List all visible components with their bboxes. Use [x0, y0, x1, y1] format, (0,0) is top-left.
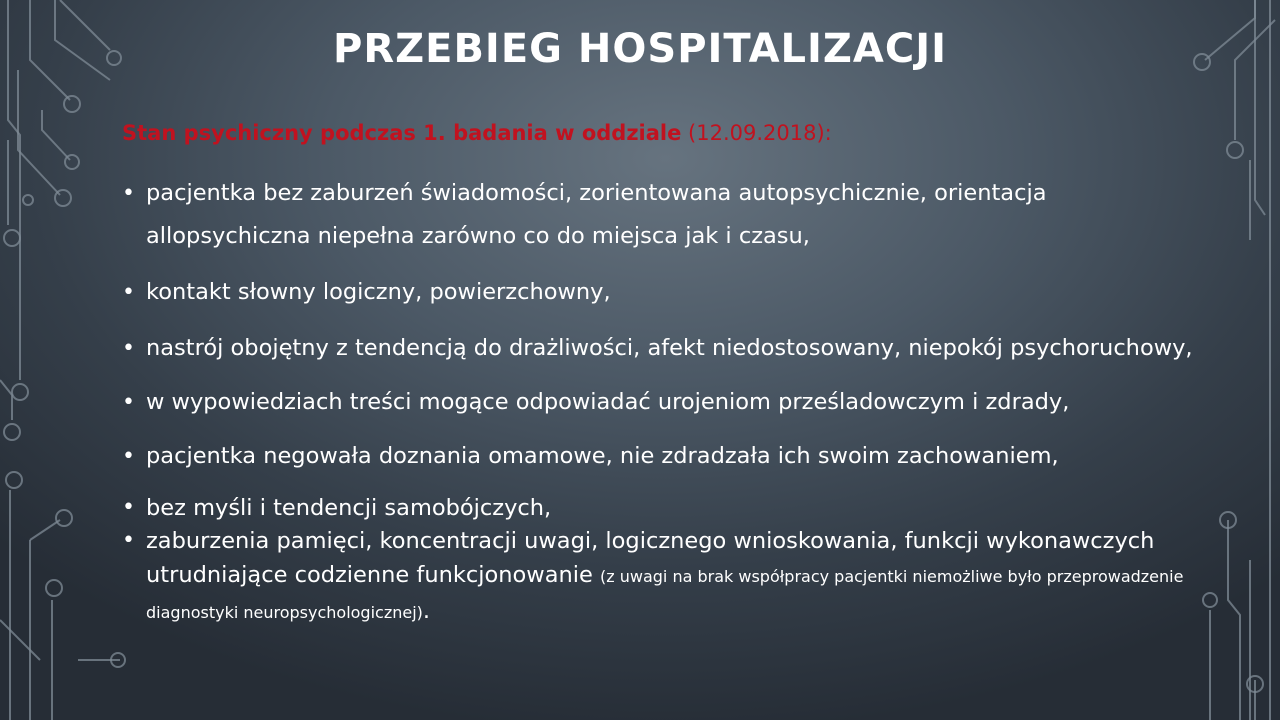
slide-title: PRZEBIEG HOSPITALIZACJI: [333, 26, 947, 72]
bullet-text: pacjentka bez zaburzeń świadomości, zorientowana autopsychicznie, orientacja allopsychiczna niepełna zarówno co do miejsca jak i czasu,: [146, 180, 1047, 249]
bullet-dot: •: [122, 280, 135, 305]
bullet-text: zaburzenia pamięci, koncentracji uwagi, logicznego wnioskowania, funkcji wykonawczych utrudniające codzienne funkcjonowanie: [146, 528, 1155, 588]
bullet-list: [122, 172, 1212, 630]
bullet-item: [122, 327, 1212, 370]
bullet-text: w wypowiedziach treści mogące odpowiadać urojeniom prześladowczym i zdrady,: [146, 389, 1070, 415]
bullet-text: bez myśli i tendencji samobójczych,: [146, 495, 552, 521]
bullet-item: [122, 172, 1212, 258]
bullet-end: .: [422, 598, 431, 624]
subtitle-date: (12.09.2018):: [681, 121, 832, 145]
bullet-note: (z uwagi na brak współpracy pacjentki niemożliwe było przeprowadzenie diagnostyki neuropsychologicznej): [146, 567, 1184, 622]
bullet-dot: •: [122, 181, 135, 206]
bullet-dot: •: [122, 336, 135, 361]
bullet-dot: •: [122, 444, 135, 469]
bullet-dot: •: [122, 528, 135, 553]
subtitle-label: Stan psychiczny podczas 1. badania w oddziale: [122, 121, 682, 145]
bullet-item: [122, 271, 1212, 314]
section-subtitle: [122, 121, 832, 145]
bullet-text: pacjentka negowała doznania omamowe, nie zdradzała ich swoim zachowaniem,: [146, 443, 1059, 469]
bullet-item: [122, 435, 1212, 478]
bullet-dot: •: [122, 390, 135, 415]
bullet-item: [122, 381, 1212, 424]
bullet-dot: •: [122, 495, 135, 520]
bullet-text: kontakt słowny logiczny, powierzchowny,: [146, 279, 611, 305]
bullet-item: [122, 492, 1212, 524]
bullet-text: nastrój obojętny z tendencją do drażliwości, afekt niedostosowany, niepokój psychoruchowy,: [146, 335, 1193, 361]
bullet-item: [122, 524, 1212, 630]
